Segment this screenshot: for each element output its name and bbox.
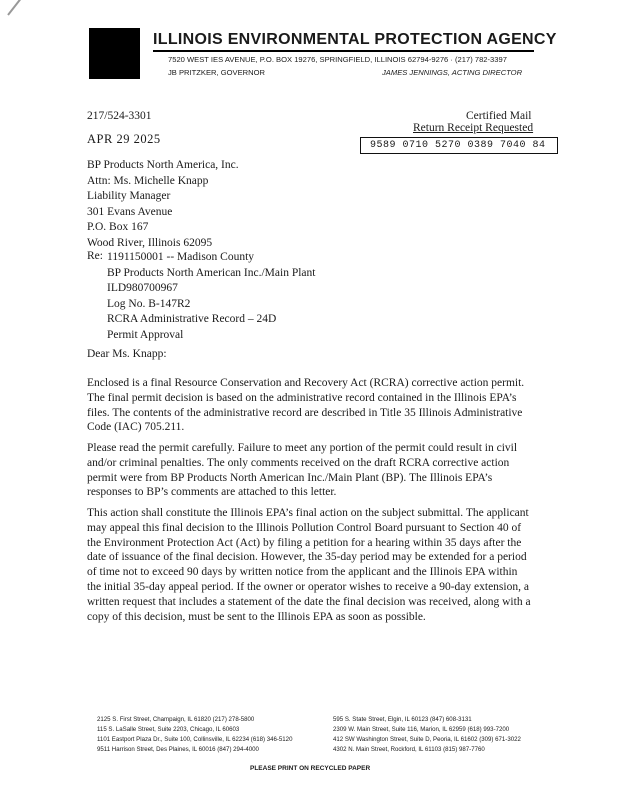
addressee-block	[87, 158, 239, 251]
paragraph-line: and/or criminal penalties. The only comments received on the draft RCRA corrective action	[87, 456, 510, 469]
governor-name: JB PRITZKER, GOVERNOR	[168, 68, 266, 77]
paragraph-line: permit were from BP Products North American Inc./Main Plant (BP). The Illinois EPA’s	[87, 471, 493, 484]
return-receipt: Return Receipt Requested	[413, 122, 534, 134]
paragraph-line: of time not to exceed 90 days by written notice from the applicant and the Illinois EPA within	[87, 566, 518, 579]
addressee-line: P.O. Box 167	[87, 221, 149, 233]
paragraph-line: The final permit decision is based on the administrative record contained in the Illinois EPA’s	[87, 391, 517, 404]
phone-number: 217/524-3301	[87, 110, 152, 122]
mail-type: Certified Mail	[466, 110, 532, 122]
re-block	[107, 250, 315, 343]
re-line: ILD980700967	[107, 282, 178, 294]
paragraph-read-permit	[87, 441, 587, 500]
re-line: Log No. B-147R2	[107, 297, 191, 310]
paragraph-line: This action shall constitute the Illinois EPA’s final action on the subject submittal. The applicant	[87, 507, 529, 519]
director-name: JAMES JENNINGS, ACTING DIRECTOR	[382, 68, 523, 77]
tracking-number: 9589 0710 5270 0389 7040 84	[370, 140, 546, 151]
footer-offices-right	[333, 715, 521, 755]
recycled-paper-note: PLEASE PRINT ON RECYCLED PAPER	[250, 765, 371, 772]
addressee-line: BP Products North America, Inc.	[87, 159, 239, 171]
re-line: RCRA Administrative Record – 24D	[107, 313, 277, 325]
paragraph-line: Enclosed is a final Resource Conservation and Recovery Act (RCRA) corrective action permit.	[87, 377, 525, 389]
paragraph-line: copy of this decision, must be sent to the Illinois EPA as soon as possible.	[87, 610, 426, 623]
date-stamp: APR 29 2025	[87, 132, 161, 146]
re-line: 1191150001 -- Madison County	[107, 251, 255, 263]
corner-scan-mark	[7, 0, 33, 16]
agency-name: ILLINOIS ENVIRONMENTAL PROTECTION AGENCY	[153, 31, 557, 48]
footer-office: 2309 W. Main Street, Suite 116, Marion, IL 62959 (618) 993-7200	[333, 726, 510, 733]
paragraph-line: Please read the permit carefully. Failure to meet any portion of the permit could result in civil	[87, 442, 518, 454]
footer-office: 412 SW Washington Street, Suite D, Peoria, IL 61602 (309) 671-3022	[333, 736, 521, 743]
letterhead-rule	[153, 50, 534, 52]
agency-logo	[89, 28, 140, 79]
paragraph-line: written request that includes a statement of the date the final decision was received, along with a	[87, 595, 531, 608]
paragraph-appeal	[87, 506, 587, 624]
addressee-line: Wood River, Illinois 62095	[87, 236, 213, 249]
paragraph-permit-enclosed	[87, 376, 587, 435]
addressee-line: Attn: Ms. Michelle Knapp	[87, 174, 209, 187]
paragraph-line: files. The contents of the administrative record are described in Title 35 Illinois Administrative	[87, 406, 523, 419]
paragraph-line: the Environment Protection Act (Act) by filing a petition for a hearing within 35 days after the	[87, 536, 522, 549]
paragraph-line: may appeal this final decision to the Illinois Pollution Control Board pursuant to Section 40 of	[87, 521, 522, 534]
salutation: Dear Ms. Knapp:	[87, 348, 167, 360]
addressee-line: 301 Evans Avenue	[87, 205, 173, 218]
paragraph-line: date of issuance of the final decision. However, the 35-day period may be extended for a period	[87, 551, 527, 564]
agency-address: 7520 WEST IES AVENUE, P.O. BOX 19276, SPRINGFIELD, ILLINOIS 62794-9276 · (217) 782-3397	[168, 55, 507, 64]
addressee-line: Liability Manager	[87, 190, 171, 202]
re-line: Permit Approval	[107, 328, 184, 341]
footer-office: 595 S. State Street, Elgin, IL 60123 (847) 608-3131	[333, 716, 472, 723]
paragraph-line: responses to BP’s comments are attached to this letter.	[87, 486, 337, 499]
paragraph-line: the initial 35-day appeal period. If the owner or operator wishes to receive a 90-day extension, a	[87, 580, 529, 593]
footer-offices-left	[97, 715, 292, 755]
footer-office: 4302 N. Main Street, Rockford, IL 61103 (815) 987-7760	[333, 746, 485, 753]
re-line: BP Products North American Inc./Main Plant	[107, 266, 316, 279]
footer-office: 115 S. LaSalle Street, Suite 2203, Chicago, IL 60603	[97, 726, 240, 733]
footer-office: 9511 Harrison Street, Des Plaines, IL 60016 (847) 294-4000	[97, 746, 259, 753]
footer-office: 2125 S. First Street, Champaign, IL 61820 (217) 278-5800	[97, 716, 255, 723]
paragraph-line: Code (IAC) 705.211.	[87, 421, 185, 434]
re-label: Re:	[87, 250, 103, 262]
footer-office: 1101 Eastport Plaza Dr., Suite 100, Collinsville, IL 62234 (618) 346-5120	[97, 736, 293, 743]
